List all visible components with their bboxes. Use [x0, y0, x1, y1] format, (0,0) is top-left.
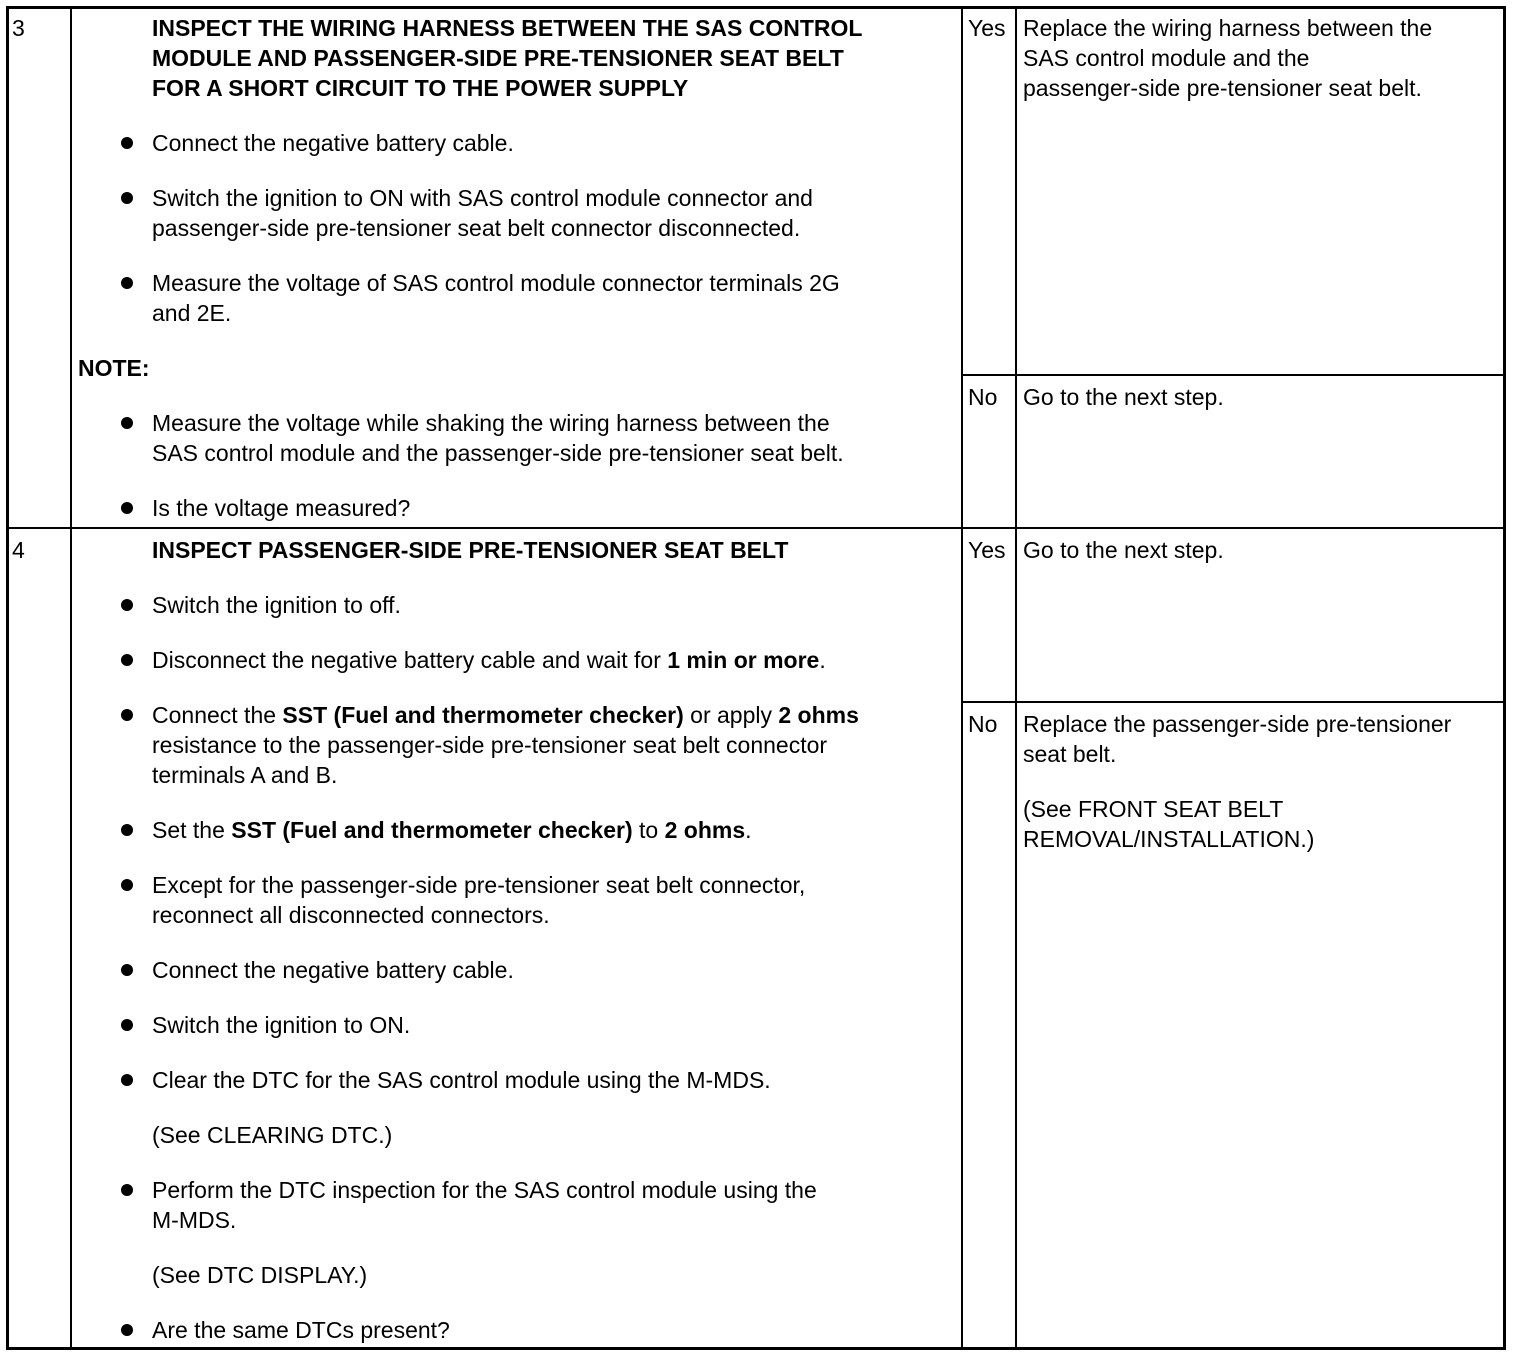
bullet-icon — [121, 502, 133, 514]
instruction-text: Disconnect the negative battery cable and wait for 1 min or more. — [152, 647, 826, 673]
question-text: Are the same DTCs present? — [152, 1317, 450, 1343]
bullet-icon — [121, 1184, 133, 1196]
instruction-text: M-MDS. — [152, 1207, 237, 1233]
yes-result-text: SAS control module and the — [1023, 45, 1310, 71]
instruction-text: Measure the voltage of SAS control module connector terminals 2G — [152, 270, 840, 296]
bullet-icon — [121, 964, 133, 976]
no-result-text: seat belt. — [1023, 741, 1117, 767]
yes-label: Yes — [968, 15, 1006, 41]
yes-result-text: Replace the wiring harness between the — [1023, 15, 1433, 41]
step-number: 3 — [12, 15, 25, 41]
instruction-text: Switch the ignition to ON. — [152, 1012, 411, 1038]
instruction-text: Except for the passenger-side pre-tensioner seat belt connector, — [152, 872, 806, 898]
instruction-text: Connect the negative battery cable. — [152, 957, 514, 983]
bullet-icon — [121, 824, 133, 836]
row-divider-step4-yes-no — [961, 701, 1504, 703]
step-number: 4 — [12, 537, 25, 563]
bullet-icon — [121, 599, 133, 611]
instruction-text: Measure the voltage while shaking the wiring harness between the — [152, 410, 830, 436]
instruction-text: Connect the negative battery cable. — [152, 130, 514, 156]
instruction-text: SAS control module and the passenger-side pre-tensioner seat belt. — [152, 440, 844, 466]
bullet-icon — [121, 654, 133, 666]
reference-text: (See DTC DISPLAY.) — [152, 1262, 368, 1288]
no-label: No — [968, 384, 998, 410]
bullet-icon — [121, 137, 133, 149]
step-title-line: FOR A SHORT CIRCUIT TO THE POWER SUPPLY — [152, 75, 689, 101]
row-divider-step — [8, 527, 1504, 529]
question-text: Is the voltage measured? — [152, 495, 411, 521]
column-divider-action — [961, 8, 963, 1348]
yes-result-text: Go to the next step. — [1023, 537, 1224, 563]
instruction-text: Clear the DTC for the SAS control module using the M-MDS. — [152, 1067, 771, 1093]
bullet-icon — [121, 1074, 133, 1086]
instruction-text: terminals A and B. — [152, 762, 338, 788]
instruction-text: Set the SST (Fuel and thermometer checker) to 2 ohms. — [152, 817, 752, 843]
instruction-text: Perform the DTC inspection for the SAS control module using the — [152, 1177, 817, 1203]
instruction-text: and 2E. — [152, 300, 232, 326]
bullet-icon — [121, 1324, 133, 1336]
reference-text: (See FRONT SEAT BELT — [1023, 796, 1284, 822]
no-result-text: Replace the passenger-side pre-tensioner — [1023, 711, 1452, 737]
instruction-text: resistance to the passenger-side pre-tensioner seat belt connector — [152, 732, 828, 758]
bullet-icon — [121, 192, 133, 204]
instruction-text: passenger-side pre-tensioner seat belt connector disconnected. — [152, 215, 801, 241]
yes-result-text: passenger-side pre-tensioner seat belt. — [1023, 75, 1422, 101]
yes-label: Yes — [968, 537, 1006, 563]
column-divider-result — [1015, 8, 1017, 1348]
reference-text: REMOVAL/INSTALLATION.) — [1023, 826, 1315, 852]
instruction-text: Connect the SST (Fuel and thermometer checker) or apply 2 ohms — [152, 702, 859, 728]
reference-text: (See CLEARING DTC.) — [152, 1122, 393, 1148]
bullet-icon — [121, 1019, 133, 1031]
bullet-icon — [121, 709, 133, 721]
instruction-text: reconnect all disconnected connectors. — [152, 902, 550, 928]
step-title-line: MODULE AND PASSENGER-SIDE PRE-TENSIONER SEAT BELT — [152, 45, 844, 71]
row-divider-step3-yes-no — [961, 374, 1504, 376]
no-label: No — [968, 711, 998, 737]
note-label: NOTE: — [78, 355, 150, 381]
bullet-icon — [121, 277, 133, 289]
bullet-icon — [121, 417, 133, 429]
step-title-line: INSPECT PASSENGER-SIDE PRE-TENSIONER SEAT BELT — [152, 537, 789, 563]
instruction-text: Switch the ignition to off. — [152, 592, 401, 618]
step-title-line: INSPECT THE WIRING HARNESS BETWEEN THE SAS CONTROL — [152, 15, 863, 41]
bullet-icon — [121, 879, 133, 891]
instruction-text: Switch the ignition to ON with SAS control module connector and — [152, 185, 813, 211]
no-result-text: Go to the next step. — [1023, 384, 1224, 410]
column-divider-number — [70, 8, 72, 1348]
